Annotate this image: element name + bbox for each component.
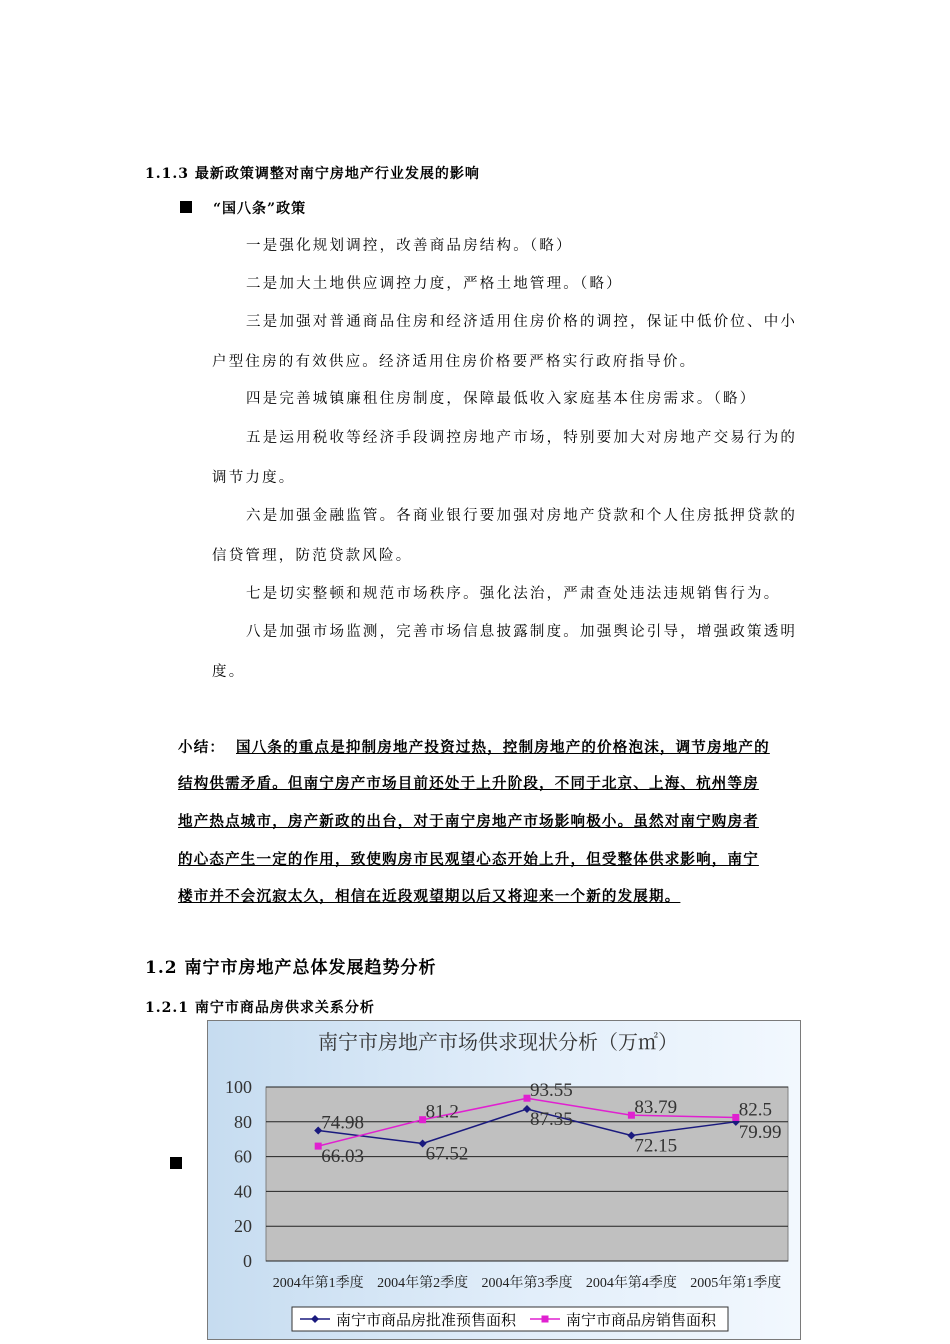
policy-line-5: 五是运用税收等经济手段调控房地产市场，特别要加大对房地产交易行为的	[246, 430, 798, 446]
data-label: 87.35	[530, 1109, 573, 1131]
chart-legend	[292, 1307, 728, 1331]
policy-line-2: 二是加大土地供应调控力度，严格土地管理。（略）	[246, 276, 623, 292]
summary-label: 小结：	[178, 739, 226, 756]
y-tick-label: 80	[234, 1111, 252, 1132]
line-chart	[208, 1021, 800, 1339]
policy-line-8-cont: 度。	[212, 664, 246, 680]
policy-line-3: 三是加强对普通商品住房和经济适用住房价格的调控，保证中低价位、中小	[246, 314, 798, 330]
summary-line-4: 的心态产生一定的作用，致使购房市民观望心态开始上升，但受整体供求影响，南宁	[178, 851, 759, 868]
data-label: 79.99	[738, 1121, 782, 1143]
summary-line-1: 国八条的重点是抑制房地产投资过热，控制房地产的价格泡沫，调节房地产的	[236, 739, 770, 756]
data-label: 67.52	[425, 1143, 469, 1165]
chart-title: 南宁市房地产市场供求现状分析（万㎡）	[318, 1030, 678, 1054]
x-tick-label: 2004年第4季度	[585, 1276, 677, 1291]
chart-container	[207, 1020, 801, 1340]
policy-subheading: “国八条”政策	[213, 201, 307, 217]
y-tick-label: 20	[234, 1216, 252, 1237]
y-tick-label: 100	[225, 1077, 252, 1097]
policy-line-1: 一是强化规划调控，改善商品房结构。（略）	[246, 238, 573, 254]
bullet-square-icon	[180, 201, 192, 213]
policy-line-5-cont: 调节力度。	[212, 470, 296, 486]
summary-line-2: 结构供需矛盾。但南宁房产市场目前还处于上升阶段，不同于北京、上海、杭州等房	[178, 775, 759, 792]
policy-line-7: 七是切实整顿和规范市场秩序。强化法治，严肃查处违法违规销售行为。	[246, 586, 781, 602]
y-tick-label: 0	[243, 1251, 252, 1271]
x-tick-label: 2005年第1季度	[690, 1276, 782, 1291]
x-axis-ticks	[273, 1274, 782, 1291]
policy-line-8: 八是加强市场监测，完善市场信息披露制度。加强舆论引导，增强政策透明	[246, 624, 798, 640]
x-tick-label: 2004年第1季度	[272, 1276, 364, 1291]
y-axis-ticks	[225, 1077, 252, 1271]
bullet-square-icon	[170, 1157, 182, 1169]
policy-line-6-cont: 信贷管理，防范贷款风险。	[212, 548, 413, 564]
section-heading-1-2: 1.2 南宁市房地产总体发展趋势分析	[145, 958, 437, 978]
y-tick-label: 40	[234, 1181, 252, 1202]
policy-line-3-cont: 户型住房的有效供应。经济适用住房价格要严格实行政府指导价。	[212, 354, 697, 370]
policy-line-6: 六是加强金融监管。各商业银行要加强对房地产贷款和个人住房抵押贷款的	[246, 508, 798, 524]
x-tick-label: 2004年第2季度	[377, 1276, 469, 1291]
data-label: 66.03	[321, 1146, 364, 1168]
policy-line-4: 四是完善城镇廉租住房制度，保障最低收入家庭基本住房需求。（略）	[246, 391, 757, 407]
data-label: 72.15	[634, 1135, 678, 1157]
data-label: 82.5	[738, 1099, 773, 1121]
legend-label: 南宁市商品房销售面积	[566, 1311, 717, 1329]
summary-line-5: 楼市并不会沉寂太久，相信在近段观望期以后又将迎来一个新的发展期。	[178, 888, 681, 905]
legend-square-icon	[542, 1316, 549, 1323]
section-heading-1-1-3: 1.1.3 最新政策调整对南宁房地产行业发展的影响	[145, 166, 480, 182]
summary-line-3: 地产热点城市，房产新政的出台，对于南宁房地产市场影响极小。虽然对南宁购房者	[178, 813, 759, 830]
section-heading-1-2-1: 1.2.1 南宁市商品房供求关系分析	[145, 1000, 375, 1016]
legend-label: 南宁市商品房批准预售面积	[336, 1311, 517, 1329]
y-tick-label: 60	[234, 1146, 252, 1167]
data-label: 81.2	[425, 1101, 459, 1123]
x-tick-label: 2004年第3季度	[481, 1276, 573, 1291]
data-label: 93.55	[530, 1080, 573, 1102]
data-label: 83.79	[634, 1097, 678, 1119]
data-label: 74.98	[321, 1112, 364, 1134]
